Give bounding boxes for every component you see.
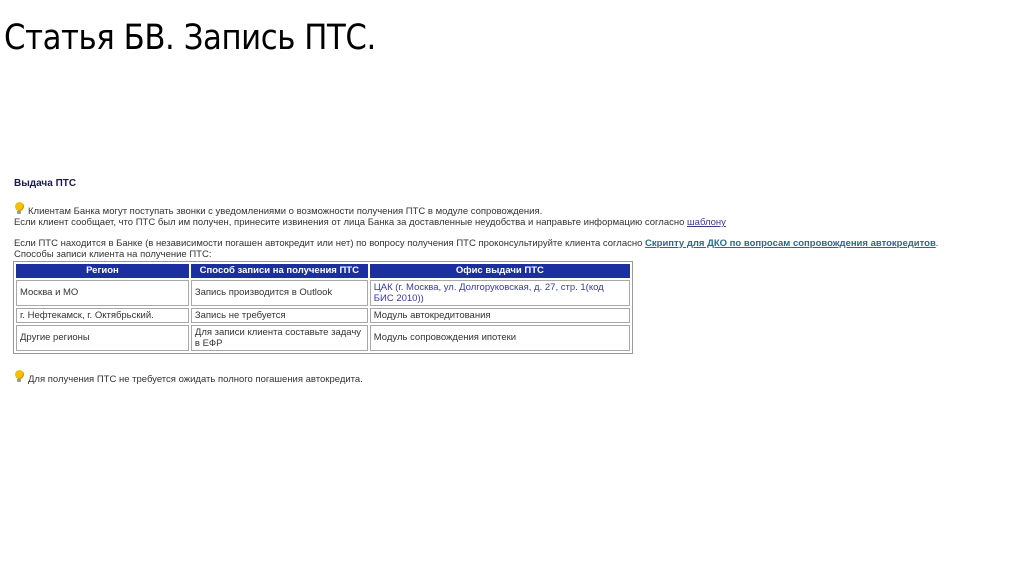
- header-method: Способ записи на получения ПТС: [191, 264, 368, 278]
- table-header-row: [16, 264, 630, 278]
- consult-period: .: [935, 237, 939, 249]
- template-link[interactable]: шаблону: [687, 217, 726, 228]
- footer-text: Для получения ПТС не требуется ожидать полного погашения автокредита.: [28, 373, 363, 385]
- cell-method: Запись не требуется: [191, 308, 368, 323]
- table-row: [16, 308, 630, 323]
- consult-paragraph: [14, 238, 1014, 250]
- table-row: [16, 280, 630, 306]
- footer-callout: [14, 370, 1014, 386]
- methods-label: Способы записи клиента на получение ПТС:: [14, 249, 212, 260]
- apology-instruction: [14, 217, 1014, 229]
- consult-text: Если ПТС находится в Банке (в независимости погашен автокредит или нет) по вопросу получения ПТС проконсультируйте клиента согласно: [14, 237, 646, 249]
- note-callout: [14, 202, 1014, 218]
- cell-method: Для записи клиента составьте задачу в ЕФР: [191, 325, 368, 351]
- slide-title: Статья БВ. Запись ПТС.: [4, 18, 376, 58]
- cell-region: Москва и МО: [16, 280, 189, 306]
- section-heading: Выдача ПТС: [14, 178, 77, 189]
- cell-region: Другие регионы: [16, 325, 189, 351]
- lightbulb-icon: [14, 370, 24, 383]
- cell-region: г. Нефтекамск, г. Октябрьский.: [16, 308, 189, 323]
- cell-office: ЦАК (г. Москва, ул. Долгоруковская, д. 27, стр. 1(код БИС 2010)): [370, 280, 630, 306]
- note-text: Клиентам Банка могут поступать звонки с уведомлениями о возможности получения ПТС в модуле сопровождения.: [28, 205, 543, 217]
- cell-method: Запись производится в Outlook: [191, 280, 368, 306]
- cell-office: Модуль автокредитования: [370, 308, 630, 323]
- cell-office: Модуль сопровождения ипотеки: [370, 325, 630, 351]
- header-region: Регион: [16, 264, 189, 278]
- header-office: Офис выдачи ПТС: [370, 264, 630, 278]
- article-panel: [14, 178, 1014, 385]
- script-link[interactable]: Скрипту для ДКО по вопросам сопровождения автокредитов: [645, 237, 936, 249]
- pts-issuance-table: [13, 261, 633, 354]
- table-row: [16, 325, 630, 351]
- lightbulb-icon: [14, 202, 24, 215]
- apology-text: Если клиент сообщает, что ПТС был им получен, принесите извинения от лица Банка за доставленные неудобства и направьте информацию согласно: [14, 217, 688, 228]
